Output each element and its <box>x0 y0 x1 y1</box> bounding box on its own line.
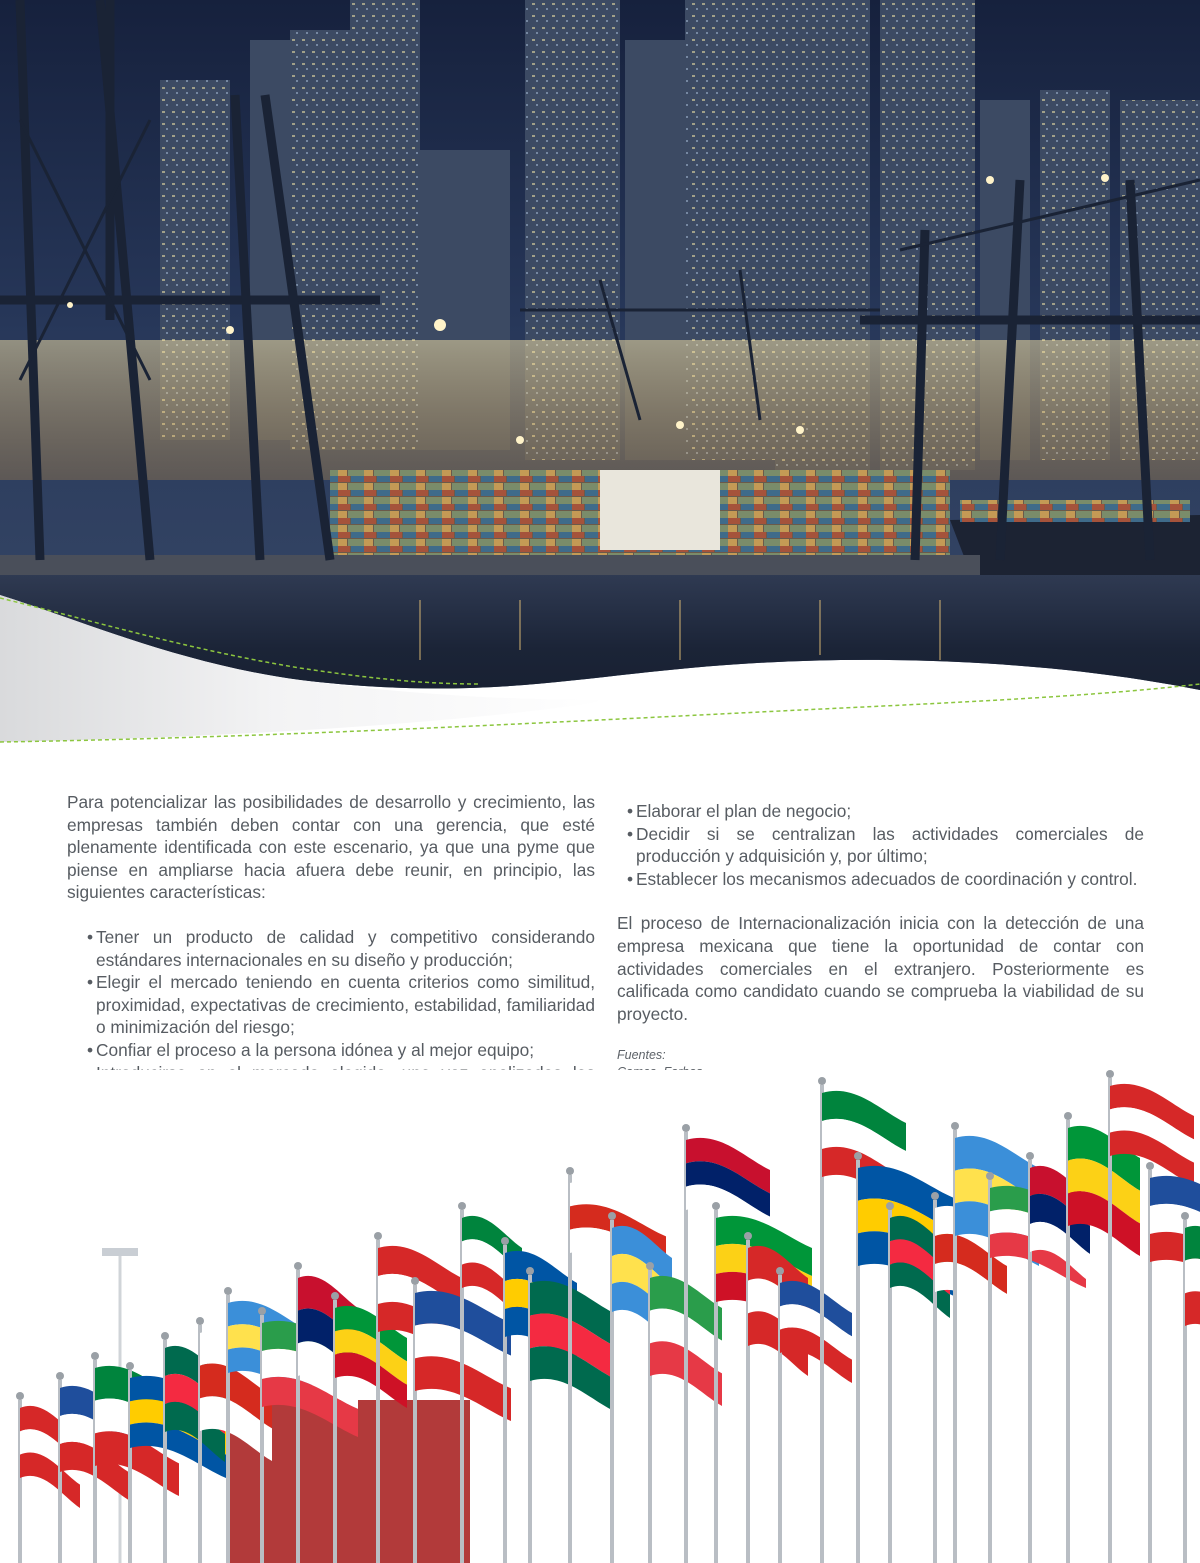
right-text-column <box>617 800 1144 1080</box>
pole-finial <box>818 1077 826 1085</box>
list-item: • Elaborar el plan de negocio; <box>627 800 1144 823</box>
list-item: • Confiar el proceso a la persona idónea y al mejor equipo; <box>87 1039 595 1062</box>
pole-finial <box>744 1232 752 1240</box>
pole-finial <box>986 1172 994 1180</box>
process-paragraph: El proceso de Internacionalización inicia con la detección de una empresa mexicana que tiene la oportunidad de contar con actividades comerciales en el extranjero. Posteriormente es calificada como candidato cuando se comprueba la viabilidad de su proyecto. <box>617 913 1144 1024</box>
pole-finial <box>458 1202 466 1210</box>
pole-finial <box>566 1167 574 1175</box>
list-item: • Decidir si se centralizan las actividades comerciales de producción y adquisición y, por último; <box>627 823 1144 868</box>
pole-finial <box>224 1287 232 1295</box>
port-hero-photo <box>0 0 1200 760</box>
pole-finial <box>411 1277 419 1285</box>
list-item: • Elegir el mercado teniendo en cuenta criterios como similitud, proximidad, expectativas de crecimiento, estabilidad, familiaridad o minimización del riesgo; <box>87 971 595 1039</box>
pole-finial <box>646 1262 654 1270</box>
flags-photo <box>0 1070 1200 1563</box>
pole-finial <box>776 1267 784 1275</box>
pole-finial <box>526 1267 534 1275</box>
pole-finial <box>682 1124 690 1132</box>
list-item: • Tener un producto de calidad y competitivo considerando estándares internacionales en su diseño y producción; <box>87 926 595 971</box>
pole-finial <box>56 1372 64 1380</box>
pole-finial <box>712 1202 720 1210</box>
pole-finial <box>1064 1112 1072 1120</box>
pole-finial <box>854 1152 862 1160</box>
sources-label: Fuentes: <box>617 1048 666 1063</box>
intro-paragraph: Para potencializar las posibilidades de desarrollo y crecimiento, las empresas también deben contar con una gerencia, que esté plenamente identificada con este escenario, ya que una pyme que piense en ampliarse hacia afuera debe reunir, en principio, las siguientes características: <box>67 792 595 903</box>
pole-finial <box>161 1332 169 1340</box>
pole-finial <box>91 1352 99 1360</box>
pole-finial <box>886 1202 894 1210</box>
bullet-list-right <box>617 800 1144 890</box>
pole-finial <box>951 1122 959 1130</box>
pole-finial <box>294 1262 302 1270</box>
list-item: • Establecer los mecanismos adecuados de coordinación y control. <box>627 868 1144 891</box>
pole-finial <box>608 1212 616 1220</box>
pole-finial <box>374 1232 382 1240</box>
pole-finial <box>1146 1162 1154 1170</box>
pole-finial <box>196 1317 204 1325</box>
pole-finial <box>1181 1212 1189 1220</box>
pole-finial <box>16 1392 24 1400</box>
pole-finial <box>258 1307 266 1315</box>
pole-finial <box>126 1362 134 1370</box>
pole-finial <box>1106 1070 1114 1078</box>
pole-finial <box>1026 1152 1034 1160</box>
pole-finial <box>931 1192 939 1200</box>
pole-finial <box>501 1237 509 1245</box>
pole-finial <box>331 1292 339 1300</box>
